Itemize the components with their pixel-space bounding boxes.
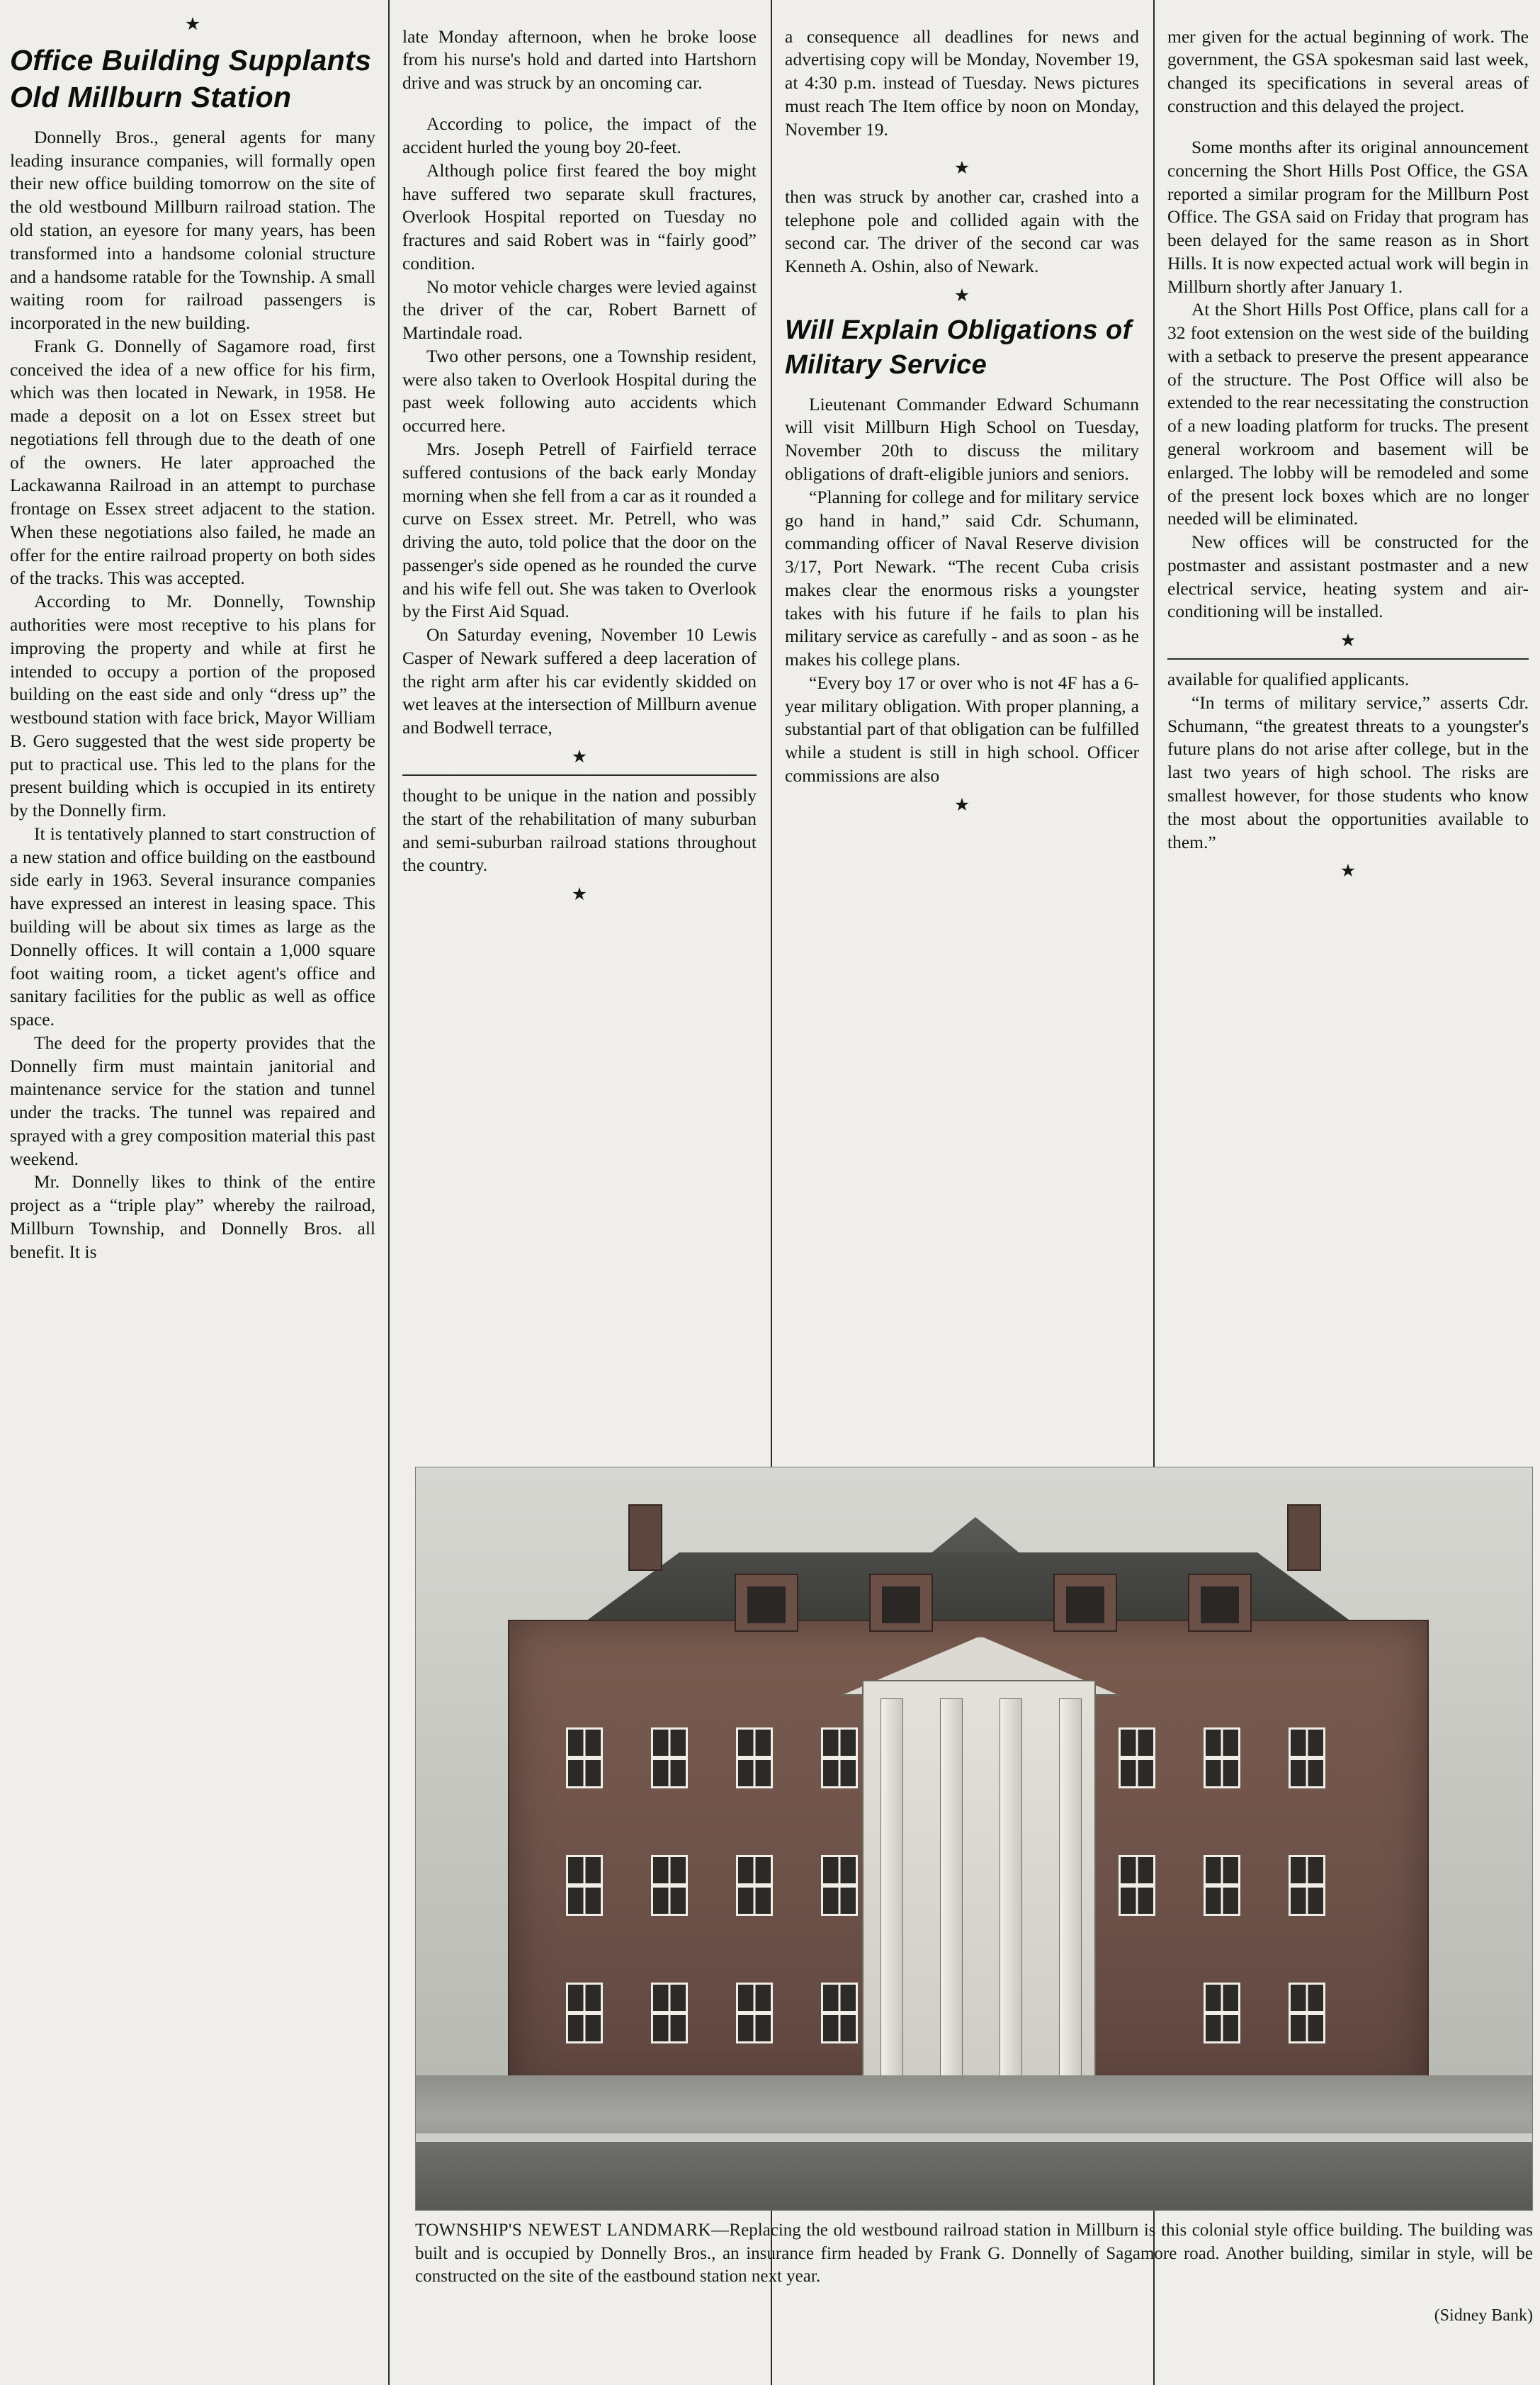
photo-window (1289, 1855, 1325, 1916)
photo-window (1119, 1855, 1155, 1916)
paragraph: On Saturday evening, November 10 Lewis Casper of Newark suffered a deep laceration of the right arm after his car evidently skidded on wet leaves at the intersection of Millburn avenue and Bodwell terrace, (402, 624, 757, 738)
star-divider-col2-bottom: ★ (571, 885, 588, 905)
building-photograph (415, 1467, 1533, 2211)
photo-column (1059, 1698, 1082, 2090)
photo-dormer (1188, 1574, 1252, 1632)
paragraph: New offices will be constructed for the postmaster and assistant postmaster and a new electrical service, heating system and air-conditioning will be installed. (1167, 531, 1529, 622)
photo-credit: (Sidney Bank) (1434, 2306, 1533, 2325)
star-divider-col3-mid: ★ (953, 286, 970, 305)
photo-portico (862, 1680, 1096, 2100)
photo-dormer (735, 1574, 798, 1632)
star-divider-top-col1: ★ (184, 15, 201, 34)
paragraph: “In terms of military service,” asserts Cdr. Schumann, “the greatest threats to a youngster's future plans do not arise after college, but in the last two years of high school. The risks are smallest however, for those students who know the most about the opportunities available to them.” (1167, 692, 1529, 852)
photo-caption (415, 2219, 1533, 2289)
photo-window (736, 1983, 773, 2043)
photo-window (1204, 1983, 1240, 2043)
photo-window (566, 1855, 603, 1916)
paragraph: At the Short Hills Post Office, plans call for a 32 foot extension on the west side of the building with a setback to preserve the present appearance of the structure. The Post Office will also be extended to the rear necessitating the construction of a new loading platform for trucks. The present general workroom and basement will be enlarged. The lobby will be remodeled and some of the present lock boxes which are no longer needed will be eliminated. (1167, 299, 1529, 529)
paragraph: Mrs. Joseph Petrell of Fairfield terrace suffered contusions of the back early Monday morning when she fell from a car as it rounded a curve on Essex street. Mr. Petrell, who was driving the auto, told police that the door on the passenger's side opened as he rounded the curve and his wife fell out. She was taken to Overlook by the First Aid Squad. (402, 439, 757, 622)
photo-column (940, 1698, 963, 2090)
photo-window (566, 1727, 603, 1788)
column-rule-col4 (1167, 658, 1529, 660)
paragraph: “Planning for college and for military service go hand in hand,” said Cdr. Schumann, commanding officer of Naval Reserve division 3/17, Port Newark. “The recent Cuba crisis makes clear the enormous risks a youngster takes with his future if he fails to plan his military service as carefully - and as soon - as he makes his college plans. (785, 486, 1139, 670)
photo-window (1289, 1983, 1325, 2043)
photo-road (416, 2142, 1532, 2210)
paragraph: Although police first feared the boy might have suffered two separate skull fractures, Overlook Hospital reported on Tuesday no fractures and said Robert was in “fairly good” condition. (402, 159, 757, 274)
photo-dormer (869, 1574, 933, 1632)
star-divider-col3-bottom: ★ (953, 795, 970, 815)
photo-window (1119, 1727, 1155, 1788)
photo-window (821, 1983, 858, 2043)
paragraph: It is tentatively planned to start construction of a new station and office building on the eastbound side early in 1963. Several insurance companies have expressed an interest in leasing space. This building will be about six times as large as the Donnelly offices. It will contain a 1,000 square foot waiting room, a ticket agent's office and sanitary facilities for the public as well as office space. (10, 823, 375, 1030)
photo-window (651, 1855, 688, 1916)
photo-column (881, 1698, 903, 2090)
paragraph-continued: thought to be unique in the nation and possibly the start of the rehabilitation of many suburban and semi-suburban railroad stations throughout the country. (402, 784, 757, 876)
photo-dormer (1053, 1574, 1117, 1632)
paragraph: Two other persons, one a Township resident, were also taken to Overlook Hospital during the past week following auto accidents which occurred here. (402, 345, 757, 436)
paragraph-continued: available for qualified applicants. (1167, 669, 1410, 690)
photo-block (415, 1467, 1533, 2325)
paragraph: Donnelly Bros., general agents for many leading insurance companies, will formally open their new office building tomorrow on the site of the old westbound Millburn railroad station. The old station, an eyesore for many years, has been transformed into a handsome colonial structure and a handsome ratable for the Township. A small waiting room for railroad passengers is incorporated in the new building. (10, 126, 375, 334)
column-1 (0, 0, 388, 2385)
paragraph: “Every boy 17 or over who is not 4F has a 6-year military obligation. With proper planning, a substantial part of that obligation can be fulfilled while a student is still in high school. Officer commissions are also (785, 672, 1139, 786)
photo-window (736, 1855, 773, 1916)
star-divider-col4-bottom: ★ (1340, 862, 1357, 881)
photo-window (1289, 1727, 1325, 1788)
photo-chimney-left (628, 1504, 662, 1571)
photo-window (1204, 1855, 1240, 1916)
paragraph: Some months after its original announcement concerning the Short Hills Post Office, the GSA reported a similar program for the Millburn Post Office. The GSA said on Friday that program has been delayed for the same reason as in Short Hills. It is now expected actual work will begin in Millburn shortly after January 1. (1167, 137, 1529, 297)
photo-window (651, 1983, 688, 2043)
paragraph: No motor vehicle charges were levied against the driver of the car, Robert Barnett of Martindale road. (402, 276, 757, 344)
paragraph: According to Mr. Donnelly, Township authorities were most receptive to his plans for improving the property and while at first he intended to occupy a portion of the proposed building on the east side and only “dress up” the westbound station with face brick, Mayor William B. Gero suggested that the west side property be put to practical use. This led to the plans for the present building which is occupied in its entirety by the Donnelly firm. (10, 591, 375, 821)
continued-fragment: a consequence all deadlines for news and advertising copy will be Monday, November 19, at 4:30 p.m. instead of Tuesday. News pictures must reach The Item office by noon on Monday, November 19. (785, 26, 1139, 140)
continued-fragment: late Monday afternoon, when he broke loose from his nurse's hold and darted into Hartshorn drive and was struck by an oncoming car. (402, 26, 757, 94)
photo-window (651, 1727, 688, 1788)
article-headline-office-building: Office Building Supplants Old Millburn Station (10, 44, 372, 114)
photo-caption-text: Replacing the old westbound railroad station in Millburn is this colonial style office building. The building was built and is occupied by Donnelly Bros., an insurance firm headed by Frank G. Donnelly of Sagamore road. Another building, similar in style, will be constructed on the site of the eastbound station next year. (415, 2221, 1533, 2286)
paragraph: The deed for the property provides that the Donnelly firm must maintain janitorial and maintenance service for the station and tunnel under the tracks. The tunnel was repaired and sprayed with a grey composition material this past weekend. (10, 1032, 375, 1169)
photo-window (821, 1855, 858, 1916)
photo-chimney-right (1287, 1504, 1321, 1571)
photo-window (821, 1727, 858, 1788)
paragraph-continued: then was struck by another car, crashed into a telephone pole and collided again with the second car. The driver of the second car was Kenneth A. Oshin, also of Newark. (785, 186, 1139, 277)
paragraph: According to police, the impact of the accident hurled the young boy 20-feet. (402, 113, 757, 158)
photo-window (736, 1727, 773, 1788)
article-headline-military-service: Will Explain Obligations of Military Service (785, 315, 1132, 380)
column-rule-col2 (402, 774, 757, 776)
photo-caption-lead: TOWNSHIP'S NEWEST LANDMARK— (415, 2221, 730, 2240)
star-divider-col3-top: ★ (953, 158, 970, 178)
photo-column (1000, 1698, 1022, 2090)
photo-window (1204, 1727, 1240, 1788)
continued-fragment: mer given for the actual beginning of work. The government, the GSA spokesman said last week, changed its specifications in several areas of construction and this delayed the project. (1167, 26, 1529, 116)
photo-window (566, 1983, 603, 2043)
star-divider-col4: ★ (1340, 631, 1357, 651)
star-divider-col2: ★ (571, 747, 588, 767)
paragraph: Mr. Donnelly likes to think of the entire project as a “triple play” whereby the railroad, Millburn Township, and Donnelly Bros. all benefit. It is (10, 1171, 375, 1262)
paragraph: Frank G. Donnelly of Sagamore road, first conceived the idea of a new office for his firm, which was then located in Newark, in 1958. He made a deposit on a lot on Essex street but negotiations fell through due to the death of one of the owners. He later approached the Lackawanna Railroad in an attempt to purchase frontage on Essex street adjacent to the station. When these negotiations also failed, he made an offer for the entire railroad property on both sides of the tracks. This was accepted. (10, 335, 375, 589)
paragraph: Lieutenant Commander Edward Schumann will visit Millburn High School on Tuesday, November 20th to discuss the military obligations of draft-eligible juniors and seniors. (785, 393, 1139, 484)
